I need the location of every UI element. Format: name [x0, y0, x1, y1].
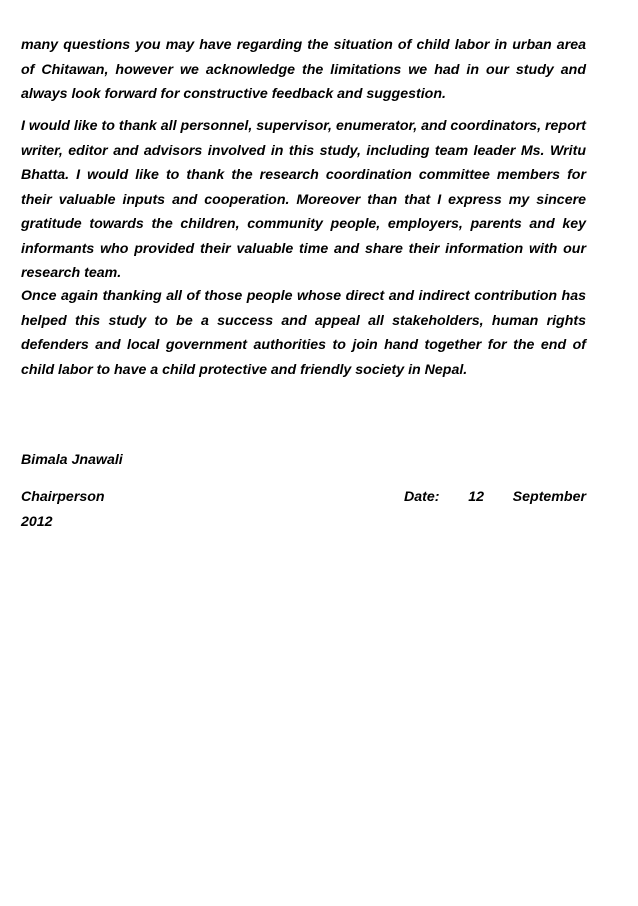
- date-label: Date:: [404, 489, 440, 505]
- signer-title: Chairperson: [21, 489, 105, 505]
- date-month: September: [512, 489, 586, 505]
- signature-row: [21, 485, 586, 510]
- paragraph-thanks: I would like to thank all personnel, supervisor, enumerator, and coordinators, report writer, editor and advisors involved in this study, including team leader Ms. Writu Bhatta. I would like to thank the research coordination committee members for their valuable inputs and cooperation. Moreover than that I express my sincere gratitude towards the children, community people, employers, parents and key informants who provided their valuable time and share their information with our research team.: [21, 118, 586, 281]
- paragraph-feedback: many questions you may have regarding the situation of child labor in urban area of Chitawan, however we acknowledge the limitations we had in our study and always look forward for constructive feedback and suggestion.: [21, 37, 586, 102]
- signature-block: [21, 485, 586, 534]
- date-day: 12: [468, 489, 484, 505]
- paragraph-appeal: Once again thanking all of those people whose direct and indirect contribution has helped this study to be a success and appeal all stakeholders, human rights defenders and local government authorities to join hand together for the end of child labor to have a child protective and friendly society in Nepal.: [21, 288, 586, 378]
- date-group: [404, 485, 586, 510]
- date-year: 2012: [21, 513, 53, 530]
- signer-name: Bimala Jnawali: [21, 452, 123, 468]
